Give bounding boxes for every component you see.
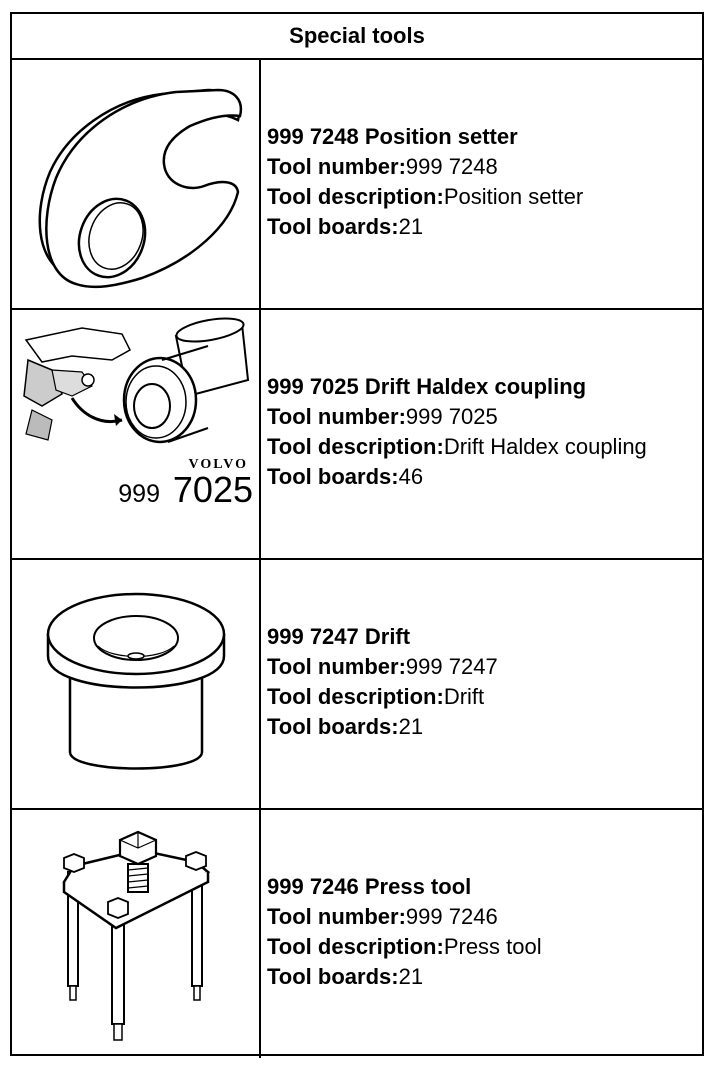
tool-number-label: Tool number: <box>267 404 406 429</box>
tool-boards-value: 46 <box>398 464 424 489</box>
tool-number-label: Tool number: <box>267 654 406 679</box>
drift-haldex-coupling-icon <box>12 310 259 558</box>
tool-image-cell <box>12 810 261 1058</box>
press-tool-icon <box>12 810 259 1056</box>
tool-description-label: Tool description: <box>267 434 444 459</box>
tool-number-line <box>267 152 583 182</box>
tool-number-label: Tool number: <box>267 154 406 179</box>
image-number-prefix: 999 <box>118 480 160 508</box>
tool-heading: 999 7025 Drift Haldex coupling <box>267 374 587 399</box>
tool-text-cell <box>267 60 702 308</box>
special-tools-table <box>10 12 704 1056</box>
tool-description-value: Position setter <box>443 184 584 209</box>
tool-description-line <box>267 182 583 212</box>
tool-text-cell <box>267 560 702 808</box>
tool-heading: 999 7247 Drift <box>267 624 411 649</box>
table-header <box>12 14 702 60</box>
tool-heading: 999 7248 Position setter <box>267 124 518 149</box>
tool-number-value: 999 7246 <box>405 904 498 929</box>
table-title: Special tools <box>289 23 425 48</box>
tool-number-value: 999 7025 <box>405 404 498 429</box>
tool-boards-value: 21 <box>398 964 424 989</box>
tool-image-cell <box>12 560 261 808</box>
tool-description-value: Press tool <box>443 934 542 959</box>
tool-text-cell <box>267 310 702 558</box>
tool-heading: 999 7246 Press tool <box>267 874 472 899</box>
image-number-suffix: 7025 <box>172 469 253 510</box>
tool-description-line <box>267 932 542 962</box>
tool-description-line <box>267 682 498 712</box>
position-setter-icon <box>12 60 259 308</box>
tool-boards-line <box>267 212 583 242</box>
image-brand-text: VOLVO <box>188 457 248 472</box>
tool-boards-label: Tool boards: <box>267 964 399 989</box>
tool-number-line <box>267 402 647 432</box>
tool-text-cell <box>267 810 702 1058</box>
tool-description-label: Tool description: <box>267 934 444 959</box>
tool-boards-value: 21 <box>398 714 424 739</box>
tool-number-value: 999 7247 <box>405 654 498 679</box>
tool-description-label: Tool description: <box>267 684 444 709</box>
drift-icon <box>12 560 259 808</box>
tool-image-cell <box>12 310 261 558</box>
tool-image-cell <box>12 60 261 308</box>
tool-number-line <box>267 652 498 682</box>
tool-number-label: Tool number: <box>267 904 406 929</box>
table-row <box>12 560 702 810</box>
tool-boards-line <box>267 962 542 992</box>
table-row <box>12 60 702 310</box>
tool-number-value: 999 7248 <box>405 154 498 179</box>
tool-boards-label: Tool boards: <box>267 464 399 489</box>
tool-boards-line <box>267 462 647 492</box>
tool-description-label: Tool description: <box>267 184 444 209</box>
tool-number-line <box>267 902 542 932</box>
tool-description-value: Drift Haldex coupling <box>443 434 647 459</box>
table-row <box>12 810 702 1058</box>
tool-boards-line <box>267 712 498 742</box>
tool-boards-label: Tool boards: <box>267 214 399 239</box>
tool-description-line <box>267 432 647 462</box>
tool-boards-label: Tool boards: <box>267 714 399 739</box>
tool-description-value: Drift <box>443 684 485 709</box>
tool-boards-value: 21 <box>398 214 424 239</box>
table-row <box>12 310 702 560</box>
